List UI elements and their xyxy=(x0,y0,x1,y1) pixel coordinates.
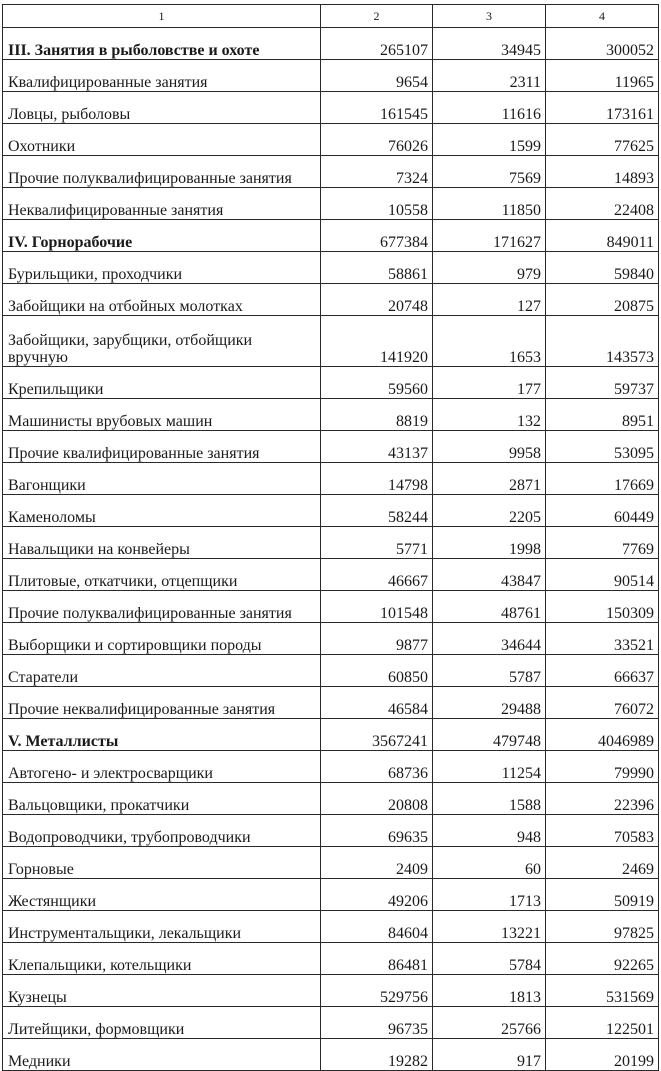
value-cell-col4: 17669 xyxy=(546,463,659,495)
value-cell-col2: 10558 xyxy=(321,188,433,220)
value-cell-col2: 76026 xyxy=(321,124,433,156)
value-cell-col2: 59560 xyxy=(321,367,433,399)
value-cell-col4: 14893 xyxy=(546,156,659,188)
value-cell-col4: 143573 xyxy=(546,316,659,367)
table-row xyxy=(3,943,659,975)
value-cell-col3: 1713 xyxy=(433,879,546,911)
occupation-name-cell: Вальцовщики, прокатчики xyxy=(3,783,321,815)
occupation-name-cell: Медники xyxy=(3,1039,321,1071)
table-header xyxy=(3,5,659,28)
occupation-name-cell: Бурильщики, проходчики xyxy=(3,252,321,284)
table-row xyxy=(3,847,659,879)
occupation-name-cell: Машинисты врубовых машин xyxy=(3,399,321,431)
occupation-name-cell: Каменоломы xyxy=(3,495,321,527)
value-cell-col2: 529756 xyxy=(321,975,433,1007)
occupation-name-cell: Забойщики, зарубщики, отбойщики вручную xyxy=(3,316,321,367)
table-row xyxy=(3,124,659,156)
value-cell-col3: 2311 xyxy=(433,60,546,92)
value-cell-col4: 76072 xyxy=(546,687,659,719)
value-cell-col3: 948 xyxy=(433,815,546,847)
value-cell-col2: 677384 xyxy=(321,220,433,252)
value-cell-col3: 1813 xyxy=(433,975,546,1007)
table-body xyxy=(3,28,659,1071)
value-cell-col3: 5784 xyxy=(433,943,546,975)
occupation-name-cell: Прочие полуквалифицированные занятия xyxy=(3,591,321,623)
occupation-name-cell: Водопроводчики, трубопроводчики xyxy=(3,815,321,847)
value-cell-col3: 1599 xyxy=(433,124,546,156)
occupation-name-cell: Квалифицированные занятия xyxy=(3,60,321,92)
value-cell-col4: 60449 xyxy=(546,495,659,527)
occupation-name-cell: Прочие полуквалифицированные занятия xyxy=(3,156,321,188)
column-header-1: 1 xyxy=(3,5,321,28)
value-cell-col4: 20875 xyxy=(546,284,659,316)
value-cell-col4: 92265 xyxy=(546,943,659,975)
value-cell-col4: 7769 xyxy=(546,527,659,559)
value-cell-col3: 5787 xyxy=(433,655,546,687)
table-row xyxy=(3,92,659,124)
value-cell-col3: 34644 xyxy=(433,623,546,655)
value-cell-col2: 58861 xyxy=(321,252,433,284)
value-cell-col2: 19282 xyxy=(321,1039,433,1071)
table-row xyxy=(3,1039,659,1071)
value-cell-col2: 161545 xyxy=(321,92,433,124)
value-cell-col3: 29488 xyxy=(433,687,546,719)
table-row xyxy=(3,591,659,623)
table-row xyxy=(3,527,659,559)
value-cell-col4: 79990 xyxy=(546,751,659,783)
value-cell-col2: 2409 xyxy=(321,847,433,879)
section-row xyxy=(3,220,659,252)
table-row xyxy=(3,1007,659,1039)
value-cell-col4: 53095 xyxy=(546,431,659,463)
occupation-name-cell: Прочие квалифицированные занятия xyxy=(3,431,321,463)
value-cell-col3: 11616 xyxy=(433,92,546,124)
value-cell-col3: 177 xyxy=(433,367,546,399)
table-row xyxy=(3,751,659,783)
table-row xyxy=(3,559,659,591)
table-row xyxy=(3,879,659,911)
value-cell-col4: 22408 xyxy=(546,188,659,220)
value-cell-col4: 59737 xyxy=(546,367,659,399)
occupation-name-cell: Литейщики, формовщики xyxy=(3,1007,321,1039)
occupation-statistics-table xyxy=(2,4,659,1071)
value-cell-col4: 22396 xyxy=(546,783,659,815)
occupation-name-cell: Кузнецы xyxy=(3,975,321,1007)
table-row xyxy=(3,975,659,1007)
value-cell-col2: 96735 xyxy=(321,1007,433,1039)
value-cell-col3: 1653 xyxy=(433,316,546,367)
value-cell-col4: 50919 xyxy=(546,879,659,911)
occupation-name-cell: Неквалифицированные занятия xyxy=(3,188,321,220)
value-cell-col3: 479748 xyxy=(433,719,546,751)
table-row xyxy=(3,156,659,188)
section-row xyxy=(3,28,659,60)
occupation-name-cell: Жестянщики xyxy=(3,879,321,911)
value-cell-col2: 141920 xyxy=(321,316,433,367)
value-cell-col3: 13221 xyxy=(433,911,546,943)
value-cell-col2: 86481 xyxy=(321,943,433,975)
value-cell-col2: 5771 xyxy=(321,527,433,559)
value-cell-col3: 11850 xyxy=(433,188,546,220)
occupation-name-cell: Плитовые, откатчики, отцепщики xyxy=(3,559,321,591)
table-row xyxy=(3,316,659,367)
occupation-name-cell: Старатели xyxy=(3,655,321,687)
occupation-name-cell: Навальщики на конвейеры xyxy=(3,527,321,559)
occupation-name-cell: Прочие неквалифицированные занятия xyxy=(3,687,321,719)
column-header-4: 4 xyxy=(546,5,659,28)
table-row xyxy=(3,687,659,719)
value-cell-col3: 917 xyxy=(433,1039,546,1071)
value-cell-col4: 33521 xyxy=(546,623,659,655)
table-row xyxy=(3,815,659,847)
table-row xyxy=(3,783,659,815)
table-row xyxy=(3,463,659,495)
value-cell-col4: 300052 xyxy=(546,28,659,60)
value-cell-col2: 101548 xyxy=(321,591,433,623)
value-cell-col3: 2205 xyxy=(433,495,546,527)
table-row xyxy=(3,252,659,284)
value-cell-col4: 59840 xyxy=(546,252,659,284)
table-row xyxy=(3,60,659,92)
value-cell-col3: 34945 xyxy=(433,28,546,60)
value-cell-col2: 46584 xyxy=(321,687,433,719)
value-cell-col3: 7569 xyxy=(433,156,546,188)
occupation-name-cell: V. Металлисты xyxy=(3,719,321,751)
value-cell-col3: 9958 xyxy=(433,431,546,463)
value-cell-col4: 77625 xyxy=(546,124,659,156)
value-cell-col4: 4046989 xyxy=(546,719,659,751)
value-cell-col3: 2871 xyxy=(433,463,546,495)
value-cell-col2: 46667 xyxy=(321,559,433,591)
occupation-name-cell: Инструментальщики, лекальщики xyxy=(3,911,321,943)
occupation-name-cell: IV. Горнорабочие xyxy=(3,220,321,252)
table-row xyxy=(3,495,659,527)
value-cell-col2: 20748 xyxy=(321,284,433,316)
value-cell-col4: 849011 xyxy=(546,220,659,252)
value-cell-col2: 60850 xyxy=(321,655,433,687)
occupation-name-cell: Вагонщики xyxy=(3,463,321,495)
occupation-name-cell: Охотники xyxy=(3,124,321,156)
value-cell-col2: 3567241 xyxy=(321,719,433,751)
occupation-name-cell: Горновые xyxy=(3,847,321,879)
value-cell-col4: 90514 xyxy=(546,559,659,591)
value-cell-col2: 69635 xyxy=(321,815,433,847)
occupation-name-cell: III. Занятия в рыболовстве и охоте xyxy=(3,28,321,60)
value-cell-col2: 43137 xyxy=(321,431,433,463)
table-row xyxy=(3,399,659,431)
value-cell-col3: 979 xyxy=(433,252,546,284)
value-cell-col2: 84604 xyxy=(321,911,433,943)
table-row xyxy=(3,431,659,463)
value-cell-col4: 70583 xyxy=(546,815,659,847)
value-cell-col2: 68736 xyxy=(321,751,433,783)
occupation-name-cell: Выборщики и сортировщики породы xyxy=(3,623,321,655)
section-row xyxy=(3,719,659,751)
value-cell-col4: 97825 xyxy=(546,911,659,943)
value-cell-col2: 9877 xyxy=(321,623,433,655)
value-cell-col3: 132 xyxy=(433,399,546,431)
value-cell-col4: 150309 xyxy=(546,591,659,623)
value-cell-col4: 531569 xyxy=(546,975,659,1007)
value-cell-col4: 2469 xyxy=(546,847,659,879)
value-cell-col2: 9654 xyxy=(321,60,433,92)
occupation-name-cell: Клепальщики, котельщики xyxy=(3,943,321,975)
value-cell-col4: 173161 xyxy=(546,92,659,124)
value-cell-col2: 58244 xyxy=(321,495,433,527)
value-cell-col4: 8951 xyxy=(546,399,659,431)
value-cell-col3: 11254 xyxy=(433,751,546,783)
table-row xyxy=(3,623,659,655)
table-row xyxy=(3,188,659,220)
value-cell-col4: 122501 xyxy=(546,1007,659,1039)
value-cell-col2: 265107 xyxy=(321,28,433,60)
table-row xyxy=(3,367,659,399)
column-header-3: 3 xyxy=(433,5,546,28)
value-cell-col3: 1588 xyxy=(433,783,546,815)
occupation-name-cell: Крепильщики xyxy=(3,367,321,399)
value-cell-col3: 48761 xyxy=(433,591,546,623)
table-row xyxy=(3,911,659,943)
column-header-2: 2 xyxy=(321,5,433,28)
value-cell-col3: 25766 xyxy=(433,1007,546,1039)
value-cell-col4: 66637 xyxy=(546,655,659,687)
value-cell-col3: 1998 xyxy=(433,527,546,559)
header-row xyxy=(3,5,659,28)
value-cell-col4: 11965 xyxy=(546,60,659,92)
occupation-name-cell: Автогено- и электросварщики xyxy=(3,751,321,783)
table-row xyxy=(3,655,659,687)
value-cell-col2: 14798 xyxy=(321,463,433,495)
table-row xyxy=(3,284,659,316)
value-cell-col3: 127 xyxy=(433,284,546,316)
value-cell-col3: 43847 xyxy=(433,559,546,591)
occupation-name-cell: Забойщики на отбойных молотках xyxy=(3,284,321,316)
value-cell-col2: 8819 xyxy=(321,399,433,431)
value-cell-col4: 20199 xyxy=(546,1039,659,1071)
value-cell-col2: 20808 xyxy=(321,783,433,815)
value-cell-col2: 7324 xyxy=(321,156,433,188)
value-cell-col2: 49206 xyxy=(321,879,433,911)
value-cell-col3: 60 xyxy=(433,847,546,879)
value-cell-col3: 171627 xyxy=(433,220,546,252)
occupation-name-cell: Ловцы, рыболовы xyxy=(3,92,321,124)
